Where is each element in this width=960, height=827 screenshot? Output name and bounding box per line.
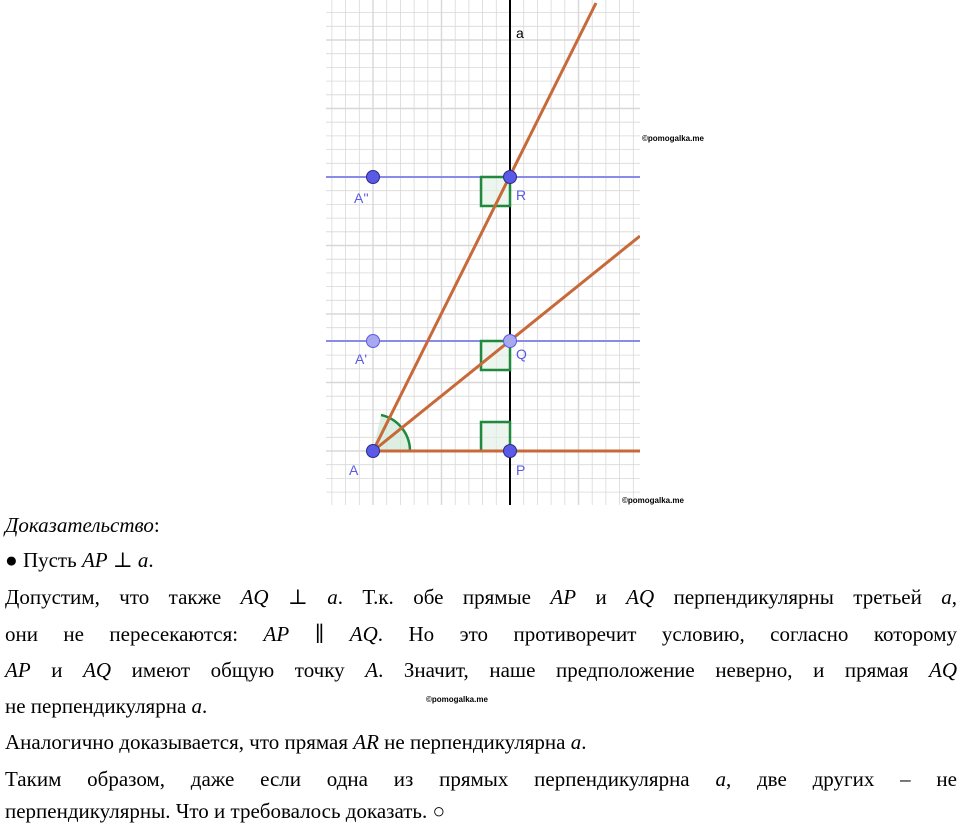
proof-line-6 bbox=[5, 727, 586, 758]
figure-canvas bbox=[326, 0, 640, 505]
text-span: перпендикулярны. Что и требовалось доказать. ○ bbox=[5, 799, 446, 823]
perp-symbol: ⊥ bbox=[268, 585, 328, 609]
heading-colon: : bbox=[153, 513, 160, 537]
proof-line-5 bbox=[5, 691, 207, 722]
math-aq: AQ bbox=[349, 622, 378, 646]
point-p bbox=[504, 445, 517, 458]
text-span: . bbox=[202, 694, 208, 718]
proof-line-2 bbox=[5, 582, 957, 613]
text-span: Таким образом, даже если одна из прямых перпендикулярна bbox=[5, 767, 716, 791]
text-span: не перпендикулярна bbox=[5, 694, 192, 718]
text-span: и bbox=[30, 658, 84, 682]
math-a: a bbox=[137, 548, 149, 572]
math-a: a bbox=[191, 694, 203, 718]
text-span: перпендикулярны третьей bbox=[654, 585, 942, 609]
label-a2: A'' bbox=[354, 190, 369, 206]
text-span: Допустим, что также bbox=[5, 585, 241, 609]
point-a bbox=[367, 445, 380, 458]
ray-ar bbox=[373, 3, 596, 451]
proof-heading bbox=[5, 510, 160, 541]
text-span: . bbox=[581, 730, 587, 754]
text-span: не перпендикулярна bbox=[378, 730, 571, 754]
math-ap: AP bbox=[5, 658, 31, 682]
text-span: . bbox=[148, 548, 154, 572]
heading-text: Доказательство bbox=[5, 513, 154, 537]
label-r: R bbox=[516, 187, 527, 203]
math-point-a: A bbox=[365, 658, 379, 682]
math-a: a bbox=[941, 585, 952, 609]
text-span: Пусть bbox=[17, 548, 82, 572]
text-span: Аналогично доказывается, что прямая bbox=[5, 730, 354, 754]
math-a: a bbox=[327, 585, 338, 609]
text-span: . Значит, наше предположение неверно, и прямая bbox=[378, 658, 929, 682]
watermark-top: ©pomogalka.me bbox=[642, 134, 704, 143]
label-a: A bbox=[349, 462, 359, 478]
text-span: . Т.к. обе прямые bbox=[337, 585, 551, 609]
perp-symbol: ⊥ bbox=[107, 548, 138, 572]
text-span: . Но это противоречит условию, согласно которому bbox=[377, 622, 957, 646]
label-q: Q bbox=[516, 346, 527, 362]
parallel-symbol: ∥ bbox=[289, 622, 350, 646]
math-ap: AP bbox=[81, 548, 108, 572]
point-r bbox=[504, 171, 517, 184]
math-ap: AP bbox=[263, 622, 290, 646]
proof-line-8 bbox=[5, 796, 445, 827]
text-span: они не пересекаются: bbox=[5, 622, 264, 646]
point-q bbox=[504, 335, 517, 348]
text-span: , bbox=[951, 585, 958, 609]
proof-line-7 bbox=[5, 764, 957, 795]
proof-line-1 bbox=[5, 545, 154, 576]
proof-line-3 bbox=[5, 619, 957, 650]
label-a1: A' bbox=[355, 351, 368, 367]
text-span: имеют общую точку bbox=[111, 658, 366, 682]
text-span: , две других – не bbox=[725, 767, 957, 791]
proof-line-4 bbox=[5, 655, 957, 686]
line-a-label: a bbox=[516, 25, 524, 41]
point-a2 bbox=[367, 171, 380, 184]
point-a1 bbox=[367, 335, 380, 348]
watermark-bottom: ©pomogalka.me bbox=[622, 496, 684, 505]
math-ar: AR bbox=[353, 730, 379, 754]
math-aq: AQ bbox=[240, 585, 269, 609]
math-a: a bbox=[715, 767, 726, 791]
math-ap: AP bbox=[550, 585, 577, 609]
math-aq: AQ bbox=[83, 658, 112, 682]
math-aq: AQ bbox=[626, 585, 655, 609]
math-aq: AQ bbox=[929, 658, 957, 682]
text-span: и bbox=[576, 585, 627, 609]
geometry-figure bbox=[326, 0, 640, 505]
bullet: ● bbox=[5, 548, 18, 572]
math-a: a bbox=[570, 730, 582, 754]
label-p: P bbox=[516, 462, 526, 478]
watermark-middle: ©pomogalka.me bbox=[426, 695, 488, 704]
